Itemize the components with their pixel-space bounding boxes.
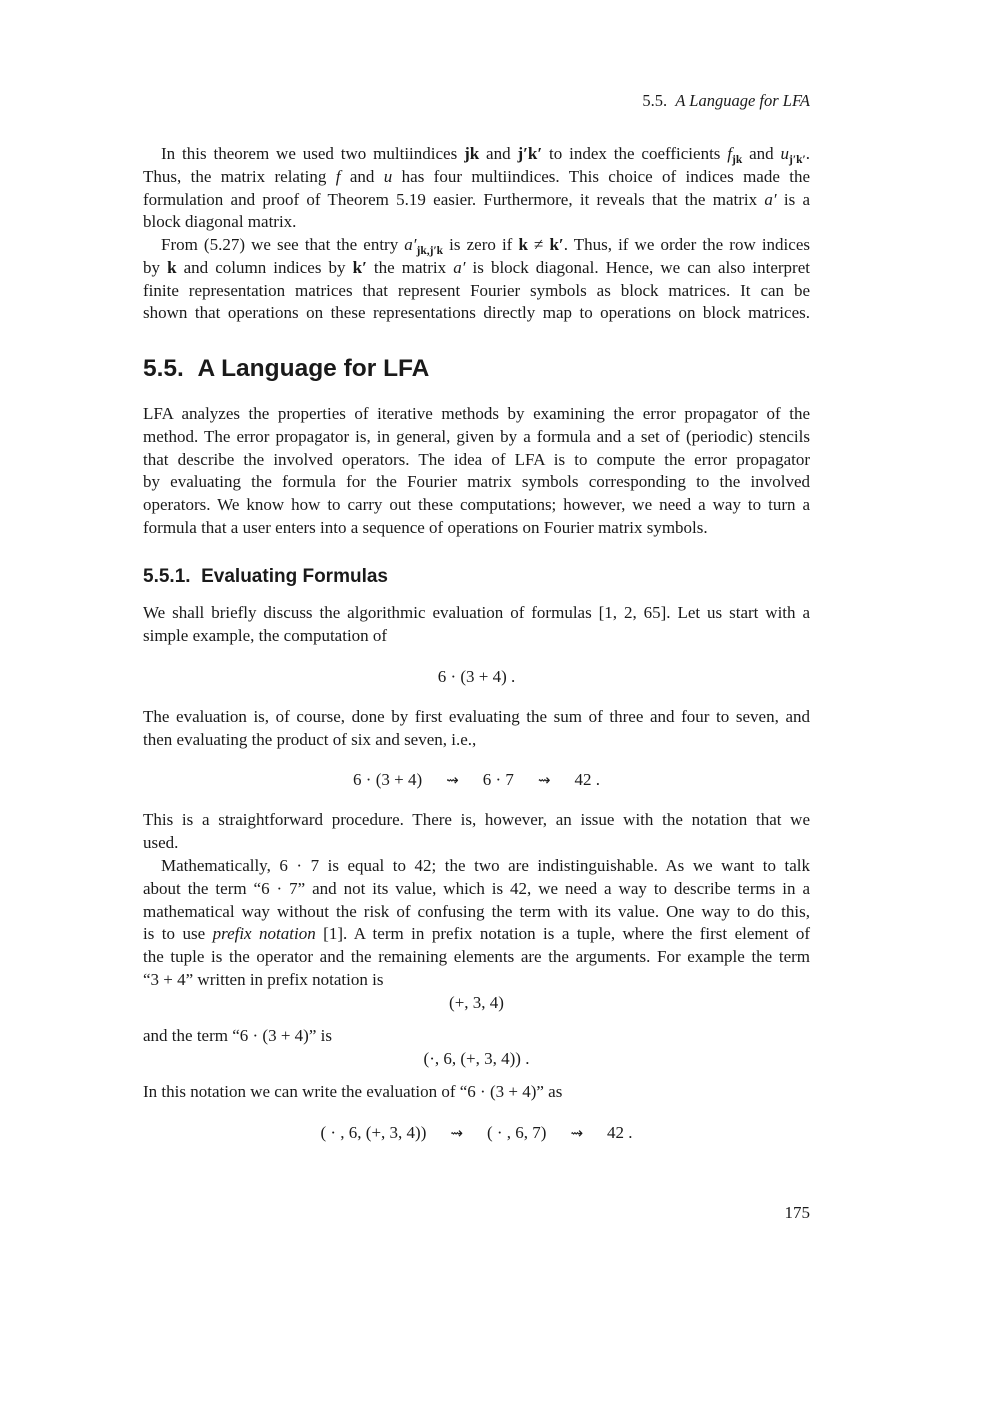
eq-term: 6 · (3 + 4) [353,770,423,789]
text-line: used. [143,832,179,852]
page [143,0,810,1414]
text-line: “3 + 4” written in prefix notation is [143,969,384,989]
text-line: operators. We know how to carry out these computations; however, we need a way to turn a [143,495,810,515]
text-line: formulation and proof of Theorem 5.19 easier. Furthermore, it reveals that the matrix a′ is a [143,189,810,209]
text-line: Thus, the matrix relating f and u has four multiindices. This choice of indices made the [143,166,811,186]
paragraph-block-diagonal [143,234,810,325]
eq-term: ( · , 6, (+, 3, 4)) [320,1123,427,1142]
equation-evaluation [143,769,810,791]
subsection-title: Evaluating Formulas [201,566,388,587]
paragraph-evaluation-intro [143,602,810,648]
text-line: LFA analyzes the properties of iterative methods by examining the error propagator of the [143,404,810,423]
text-line: From (5.27) we see that the entry $a'_{jk,j'k}$ is zero if k ≠ k′. Thus, if we order the row indices [161,235,810,257]
eq-term: 42 . [574,770,600,789]
text-line: block diagonal matrix. [143,212,297,232]
text-line: that describe the involved operators. The idea of LFA is to compute the error propagator [143,449,810,469]
paragraph-evaluation-steps [143,706,810,752]
section-title: A Language for LFA [197,355,430,382]
text-line: finite representation matrices that represent Fourier symbols as block matrices. It can be [143,280,810,300]
paragraph-lfa-intro [143,403,810,540]
text-line: We shall briefly discuss the algorithmic evaluation of formulas [1, 2, 65]. Let us start with a [143,603,810,622]
text-line: This is a straightforward procedure. There is, however, an issue with the notation that we [143,810,810,829]
subsection-number: 5.5.1. [143,566,191,587]
text-line: mathematical way without the risk of confusing the term with its value. One way to do this, [143,901,810,921]
eq-term: 6 · 7 [482,770,514,789]
paragraph-and-the-term [143,1025,810,1048]
text-line: then evaluating the product of six and seven, i.e., [143,729,477,749]
equation-prefix-evaluation [143,1122,810,1144]
running-header-number: 5.5. [642,91,668,110]
leadsto-arrow-icon: ⇝ [446,771,459,789]
text-line: In this theorem we used two multiindices jk and j′k′ to index the coefficients $f_{jk}$ and $u_{j'k'}$. [161,144,810,166]
leadsto-arrow-icon: ⇝ [450,1124,463,1142]
paragraph-in-this-notation [143,1081,810,1104]
text-line: shown that operations on these representations directly map to operations on block matrices. [143,303,810,323]
leadsto-arrow-icon: ⇝ [537,771,551,789]
eq-term: 42 . [607,1123,633,1142]
text-line: is to use prefix notation [1]. A term in prefix notation is a tuple, where the first element of [143,924,810,944]
leadsto-arrow-icon: ⇝ [570,1124,584,1142]
text-line: the tuple is the operator and the remaining elements are the arguments. For example the term [143,947,810,967]
equation-prefix-product: (·, 6, (+, 3, 4)) . [423,1049,530,1068]
equation-example: 6 · (3 + 4) . [437,667,516,686]
text-line: simple example, the computation of [143,625,388,645]
running-header-title: A Language for LFA [675,91,810,110]
eq-term: ( · , 6, 7) [486,1123,547,1142]
running-header [642,91,810,111]
text-line: method. The error propagator is, in general, given by a formula and a set of (periodic) stencils [143,426,810,446]
paragraph-prefix-notation [143,855,810,992]
text-line: by evaluating the formula for the Fourier matrix symbols corresponding to the involved [143,472,810,492]
text-line: In this notation we can write the evaluation of “6 · (3 + 4)” as [143,1082,563,1101]
subsection-heading [143,564,388,590]
text-line: and the term “6 · (3 + 4)” is [143,1026,332,1045]
section-number: 5.5. [143,355,184,382]
text-line: by k and column indices by k′ the matrix a′ is block diagonal. Hence, we can also interpret [143,257,810,277]
equation-prefix-sum: (+, 3, 4) [449,993,504,1012]
text-line: formula that a user enters into a sequence of operations on Fourier matrix symbols. [143,517,708,537]
paragraph-multiindices [143,143,810,234]
section-heading [143,352,429,386]
page-number: 175 [784,1203,810,1222]
text-line: The evaluation is, of course, done by first evaluating the sum of three and four to seven, and [143,707,810,726]
text-line: Mathematically, 6 · 7 is equal to 42; the two are indistinguishable. As we want to talk [161,856,810,875]
paragraph-notation-issue [143,809,810,855]
text-line: about the term “6 · 7” and not its value, which is 42, we need a way to describe terms in a [143,878,810,898]
